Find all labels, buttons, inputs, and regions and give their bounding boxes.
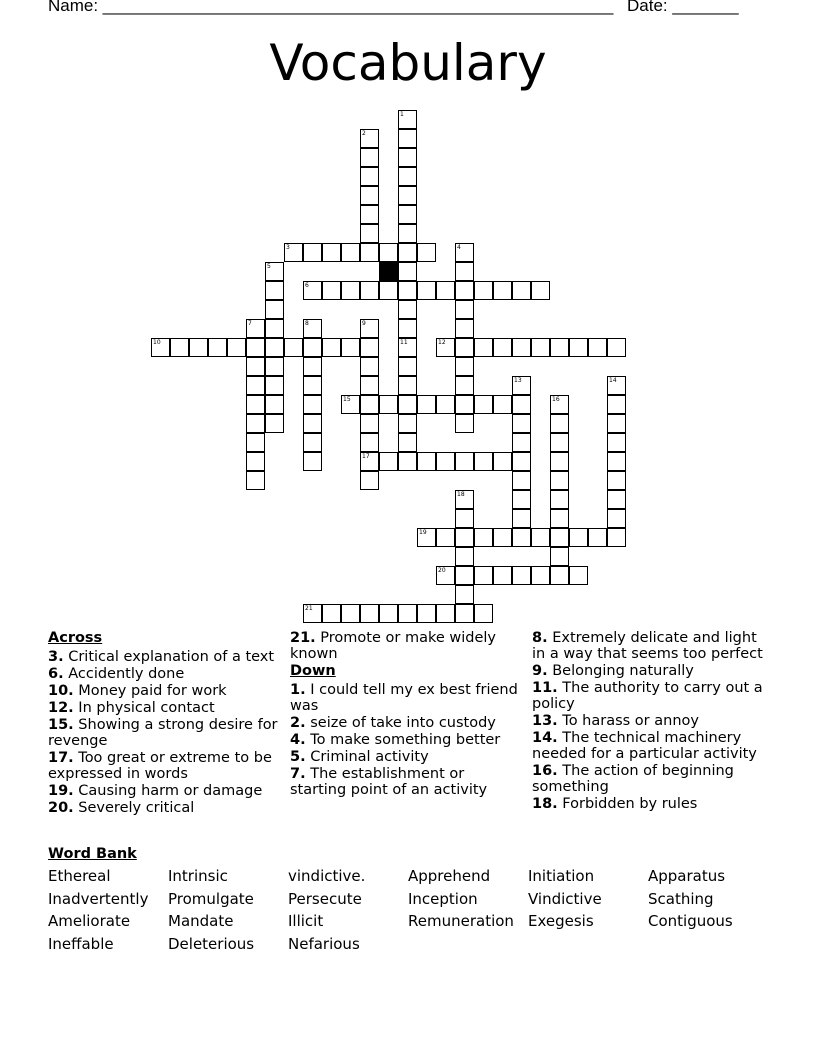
crossword-cell[interactable] — [341, 395, 360, 414]
crossword-cell[interactable] — [398, 148, 417, 167]
crossword-cell[interactable] — [265, 338, 284, 357]
crossword-cell[interactable] — [531, 281, 550, 300]
clue-number: 18 — [457, 491, 465, 498]
crossword-cell[interactable] — [607, 452, 626, 471]
crossword-cell[interactable] — [588, 338, 607, 357]
clue-across-15: 15. Showing a strong desire for revenge — [48, 717, 278, 749]
word-bank-item: Remuneration — [408, 912, 514, 930]
word-bank-item: Vindictive — [528, 889, 602, 908]
word-bank-item: Inadvertently — [48, 889, 149, 908]
crossword-cell[interactable] — [360, 167, 379, 186]
crossword-cell[interactable] — [474, 604, 493, 623]
clue-across-10: 10. Money paid for work — [48, 683, 227, 699]
clue-down-5: 5. Criminal activity — [290, 749, 429, 765]
crossword-cell[interactable] — [531, 528, 550, 547]
crossword-cell[interactable] — [303, 338, 322, 357]
clue-down-8: 8. Extremely delicate and light in a way that seems too perfect — [532, 630, 763, 662]
crossword-cell[interactable] — [607, 490, 626, 509]
crossword-cell[interactable] — [360, 471, 379, 490]
clue-number: 17 — [362, 453, 370, 460]
crossword-cell[interactable] — [303, 604, 322, 623]
clue-across-6: 6. Accidently done — [48, 666, 185, 682]
crossword-cell[interactable] — [512, 509, 531, 528]
crossword-cell[interactable] — [398, 186, 417, 205]
crossword-cell[interactable] — [455, 395, 474, 414]
crossword-cell[interactable] — [569, 566, 588, 585]
word-bank-item: Inception — [408, 889, 478, 908]
clue-number: 14 — [609, 377, 617, 384]
crossword-cell[interactable] — [398, 243, 417, 262]
word-bank-item: Mandate — [168, 912, 234, 930]
crossword-cell[interactable] — [246, 376, 265, 395]
crossword-cell[interactable] — [607, 395, 626, 414]
crossword-cell[interactable] — [455, 547, 474, 566]
crossword-cell[interactable] — [360, 604, 379, 623]
crossword-cell[interactable] — [398, 357, 417, 376]
word-bank-item: Contiguous — [648, 912, 733, 930]
clue-number: 19 — [419, 529, 427, 536]
crossword-cell[interactable] — [455, 338, 474, 357]
crossword-cell[interactable] — [550, 547, 569, 566]
crossword-cell[interactable] — [246, 414, 265, 433]
across-heading: Across — [48, 630, 103, 646]
crossword-cell[interactable] — [151, 338, 170, 357]
clue-number: 4 — [457, 244, 461, 251]
crossword-cell[interactable] — [512, 338, 531, 357]
crossword-cell[interactable] — [512, 490, 531, 509]
clue-across-12: 12. In physical contact — [48, 700, 215, 716]
word-bank-item: Initiation — [528, 867, 595, 885]
crossword-cell[interactable] — [360, 243, 379, 262]
crossword-cell[interactable] — [246, 471, 265, 490]
crossword-cell[interactable] — [550, 414, 569, 433]
crossword-cell[interactable] — [493, 281, 512, 300]
crossword-cell[interactable] — [569, 338, 588, 357]
crossword-cell[interactable] — [360, 357, 379, 376]
clue-number: 11 — [400, 339, 408, 346]
crossword-cell[interactable] — [398, 452, 417, 471]
crossword-cell[interactable] — [607, 376, 626, 395]
crossword-cell[interactable] — [398, 110, 417, 129]
crossword-cell[interactable] — [322, 243, 341, 262]
crossword-cell[interactable] — [512, 395, 531, 414]
crossword-cell[interactable] — [550, 433, 569, 452]
crossword-cell[interactable] — [303, 243, 322, 262]
clue-down-18: 18. Forbidden by rules — [532, 796, 698, 812]
crossword-cell[interactable] — [246, 395, 265, 414]
crossword-cell[interactable] — [550, 509, 569, 528]
crossword-cell[interactable] — [550, 338, 569, 357]
crossword-cell[interactable] — [550, 471, 569, 490]
crossword-cell[interactable] — [398, 319, 417, 338]
crossword-cell[interactable] — [493, 338, 512, 357]
word-bank-item: vindictive. — [288, 867, 366, 885]
crossword-cell[interactable] — [550, 566, 569, 585]
clue-across-17: 17. Too great or extreme to be expressed in words — [48, 750, 272, 782]
crossword-cell[interactable] — [512, 452, 531, 471]
crossword-cell[interactable] — [512, 528, 531, 547]
word-bank-item: Promulgate — [168, 889, 254, 908]
clue-number: 5 — [267, 263, 271, 270]
crossword-cell[interactable] — [474, 281, 493, 300]
crossword-cell[interactable] — [455, 566, 474, 585]
crossword-cell[interactable] — [607, 414, 626, 433]
page-title: Vocabulary — [269, 34, 547, 92]
across-column — [48, 630, 280, 817]
crossword-cell[interactable] — [455, 300, 474, 319]
crossword-cell[interactable] — [550, 490, 569, 509]
clue-down-1: 1. I could tell my ex best friend was — [290, 682, 518, 714]
crossword-cell[interactable] — [265, 281, 284, 300]
clue-number: 20 — [438, 567, 446, 574]
crossword-cell[interactable] — [398, 281, 417, 300]
clue-number: 13 — [514, 377, 522, 384]
crossword-cell[interactable] — [455, 452, 474, 471]
crossword-cell[interactable] — [512, 414, 531, 433]
clue-across-3: 3. Critical explanation of a text — [48, 649, 275, 665]
crossword-cell[interactable] — [360, 395, 379, 414]
clue-down-7: 7. The establishment or starting point of an activity — [290, 766, 488, 798]
word-bank-item: Apparatus — [648, 867, 726, 885]
crossword-cell[interactable] — [436, 604, 455, 623]
crossword-cell[interactable] — [398, 338, 417, 357]
crossword-cell[interactable] — [569, 528, 588, 547]
date-field[interactable]: Date: _______ — [627, 0, 739, 15]
crossword-cell[interactable] — [398, 262, 417, 281]
crossword-cell[interactable] — [398, 414, 417, 433]
crossword-cell[interactable] — [550, 452, 569, 471]
crossword-cell[interactable] — [322, 338, 341, 357]
crossword-cell[interactable] — [303, 452, 322, 471]
crossword-cell[interactable] — [246, 433, 265, 452]
crossword-cell[interactable] — [436, 452, 455, 471]
crossword-cell[interactable] — [588, 528, 607, 547]
crossword-cell[interactable] — [398, 604, 417, 623]
crossword-cell[interactable] — [360, 186, 379, 205]
crossword-cell[interactable] — [360, 224, 379, 243]
crossword-cell[interactable] — [455, 528, 474, 547]
clue-number: 12 — [438, 339, 446, 346]
crossword-cell[interactable] — [360, 376, 379, 395]
clue-down-13: 13. To harass or annoy — [532, 713, 699, 729]
clue-down-4: 4. To make something better — [290, 732, 501, 748]
word-bank-heading: Word Bank — [48, 846, 137, 862]
crossword-cell[interactable] — [246, 319, 265, 338]
crossword-cell[interactable] — [493, 528, 512, 547]
crossword-cell[interactable] — [512, 471, 531, 490]
crossword-cell[interactable] — [474, 566, 493, 585]
crossword-cell[interactable] — [341, 243, 360, 262]
crossword-cell[interactable] — [265, 319, 284, 338]
crossword-cell[interactable] — [170, 338, 189, 357]
clue-down-14: 14. The technical machinery needed for a particular activity — [532, 730, 757, 762]
crossword-cell[interactable] — [360, 433, 379, 452]
crossword-cell[interactable] — [417, 528, 436, 547]
clue-number: 2 — [362, 130, 366, 137]
crossword-cell[interactable] — [607, 528, 626, 547]
crossword-cell[interactable] — [455, 509, 474, 528]
word-bank-item: Scathing — [648, 889, 714, 908]
crossword-cell[interactable] — [303, 357, 322, 376]
crossword-cell[interactable] — [455, 376, 474, 395]
word-bank-item: Ineffable — [48, 934, 114, 953]
crossword-cell[interactable] — [208, 338, 227, 357]
crossword-cell[interactable] — [512, 566, 531, 585]
crossword-cell[interactable] — [322, 281, 341, 300]
crossword-cell[interactable] — [379, 243, 398, 262]
word-bank-item: Exegesis — [528, 912, 594, 930]
word-bank-item: Deleterious — [168, 934, 255, 953]
clue-number: 1 — [400, 111, 404, 118]
crossword-cell[interactable] — [303, 281, 322, 300]
crossword-cell[interactable] — [550, 528, 569, 547]
crossword-cell[interactable] — [474, 338, 493, 357]
clue-number: 9 — [362, 320, 366, 327]
crossword-cell[interactable] — [360, 205, 379, 224]
middle-column — [290, 630, 522, 799]
word-bank-item: Intrinsic — [168, 867, 228, 885]
crossword-cell[interactable] — [398, 433, 417, 452]
clue-down-16: 16. The action of beginning something — [532, 763, 734, 795]
crossword-cell[interactable] — [303, 319, 322, 338]
crossword-cell[interactable] — [265, 300, 284, 319]
crossword-cell[interactable] — [265, 376, 284, 395]
crossword-cell[interactable] — [607, 471, 626, 490]
crossword-cell[interactable] — [360, 281, 379, 300]
crossword-cell[interactable] — [379, 604, 398, 623]
crossword-cell[interactable] — [493, 452, 512, 471]
crossword-cell[interactable] — [246, 338, 265, 357]
crossword-cell[interactable] — [531, 338, 550, 357]
crossword-cell[interactable] — [436, 395, 455, 414]
word-bank-item: Nefarious — [288, 934, 360, 953]
name-field[interactable]: Name: ______________________________________________________ — [48, 0, 614, 15]
crossword-cell[interactable] — [379, 395, 398, 414]
crossword-cell[interactable] — [455, 604, 474, 623]
clue-number: 6 — [305, 282, 309, 289]
crossword-cell[interactable] — [531, 566, 550, 585]
crossword-cell[interactable] — [265, 262, 284, 281]
down-heading: Down — [290, 663, 336, 679]
crossword-cell[interactable] — [512, 376, 531, 395]
crossword-cell[interactable] — [474, 452, 493, 471]
crossword-cell[interactable] — [303, 433, 322, 452]
crossword-cell[interactable] — [417, 452, 436, 471]
crossword-cell[interactable] — [512, 433, 531, 452]
crossword-cell[interactable] — [398, 129, 417, 148]
crossword-cell[interactable] — [455, 281, 474, 300]
crossword-cell[interactable] — [303, 414, 322, 433]
crossword-cell[interactable] — [284, 338, 303, 357]
crossword-cell[interactable] — [607, 338, 626, 357]
crossword-cell[interactable] — [474, 528, 493, 547]
clue-number: 10 — [153, 339, 161, 346]
clue-down-11: 11. The authority to carry out a policy — [532, 680, 763, 712]
clue-number: 15 — [343, 396, 351, 403]
right-column — [532, 630, 768, 813]
crossword-cell[interactable] — [550, 395, 569, 414]
crossword-cell[interactable] — [455, 243, 474, 262]
clue-number: 7 — [248, 320, 252, 327]
crossword-cell[interactable] — [398, 167, 417, 186]
crossword-cell[interactable] — [398, 205, 417, 224]
crossword-cell[interactable] — [360, 129, 379, 148]
crossword-cell[interactable] — [379, 452, 398, 471]
word-bank-item: Ethereal — [48, 867, 111, 885]
word-bank-item: Illicit — [288, 912, 324, 930]
crossword-cell[interactable] — [398, 300, 417, 319]
clue-number: 8 — [305, 320, 309, 327]
crossword-cell[interactable] — [341, 281, 360, 300]
crossword-cell[interactable] — [265, 357, 284, 376]
word-bank-item: Ameliorate — [48, 912, 131, 930]
crossword-cell[interactable] — [246, 357, 265, 376]
crossword-cell[interactable] — [474, 395, 493, 414]
crossword-cell[interactable] — [493, 566, 512, 585]
crossword-cell[interactable] — [379, 281, 398, 300]
crossword-cell[interactable] — [284, 243, 303, 262]
crossword-cell[interactable] — [436, 338, 455, 357]
crossword-cell[interactable] — [360, 452, 379, 471]
crossword-cell[interactable] — [417, 604, 436, 623]
crossword-cell[interactable] — [455, 319, 474, 338]
word-bank-item: Apprehend — [408, 867, 491, 885]
crossword-cell[interactable] — [436, 566, 455, 585]
crossword-cell[interactable] — [607, 433, 626, 452]
crossword-cell[interactable] — [455, 357, 474, 376]
clue-number: 21 — [305, 605, 313, 612]
crossword-cell[interactable] — [398, 376, 417, 395]
crossword-cell[interactable] — [265, 395, 284, 414]
crossword-cell[interactable] — [303, 376, 322, 395]
crossword-cell[interactable] — [455, 490, 474, 509]
crossword-cell[interactable] — [360, 148, 379, 167]
crossword-cell[interactable] — [493, 395, 512, 414]
clue-across-20: 20. Severely critical — [48, 800, 195, 816]
crossword-cell[interactable] — [322, 604, 341, 623]
crossword-cell[interactable] — [303, 395, 322, 414]
clue-across-19: 19. Causing harm or damage — [48, 783, 263, 799]
crossword-cell[interactable] — [607, 509, 626, 528]
crossword-cell[interactable] — [246, 452, 265, 471]
clue-down-2: 2. seize of take into custody — [290, 715, 496, 731]
crossword-cell[interactable] — [341, 604, 360, 623]
crossword-block — [379, 262, 398, 281]
crossword-cell[interactable] — [189, 338, 208, 357]
word-bank — [48, 868, 788, 953]
crossword-cell[interactable] — [360, 414, 379, 433]
crossword-cell[interactable] — [455, 414, 474, 433]
crossword-cell[interactable] — [398, 395, 417, 414]
crossword-cell[interactable] — [417, 395, 436, 414]
clue-across-21: 21. Promote or make widely known — [290, 630, 496, 662]
crossword-cell[interactable] — [360, 338, 379, 357]
crossword-cell[interactable] — [398, 224, 417, 243]
crossword-cell[interactable] — [455, 262, 474, 281]
crossword-cell[interactable] — [436, 528, 455, 547]
word-bank-item: Persecute — [288, 889, 362, 908]
clue-number: 3 — [286, 244, 290, 251]
crossword-cell[interactable] — [512, 281, 531, 300]
crossword-cell[interactable] — [417, 281, 436, 300]
clue-down-9: 9. Belonging naturally — [532, 663, 694, 679]
clue-number: 16 — [552, 396, 560, 403]
crossword-cell[interactable] — [417, 243, 436, 262]
crossword-cell[interactable] — [436, 281, 455, 300]
crossword-cell[interactable] — [227, 338, 246, 357]
crossword-cell[interactable] — [265, 414, 284, 433]
crossword-cell[interactable] — [360, 319, 379, 338]
crossword-cell[interactable] — [455, 585, 474, 604]
crossword-cell[interactable] — [341, 338, 360, 357]
